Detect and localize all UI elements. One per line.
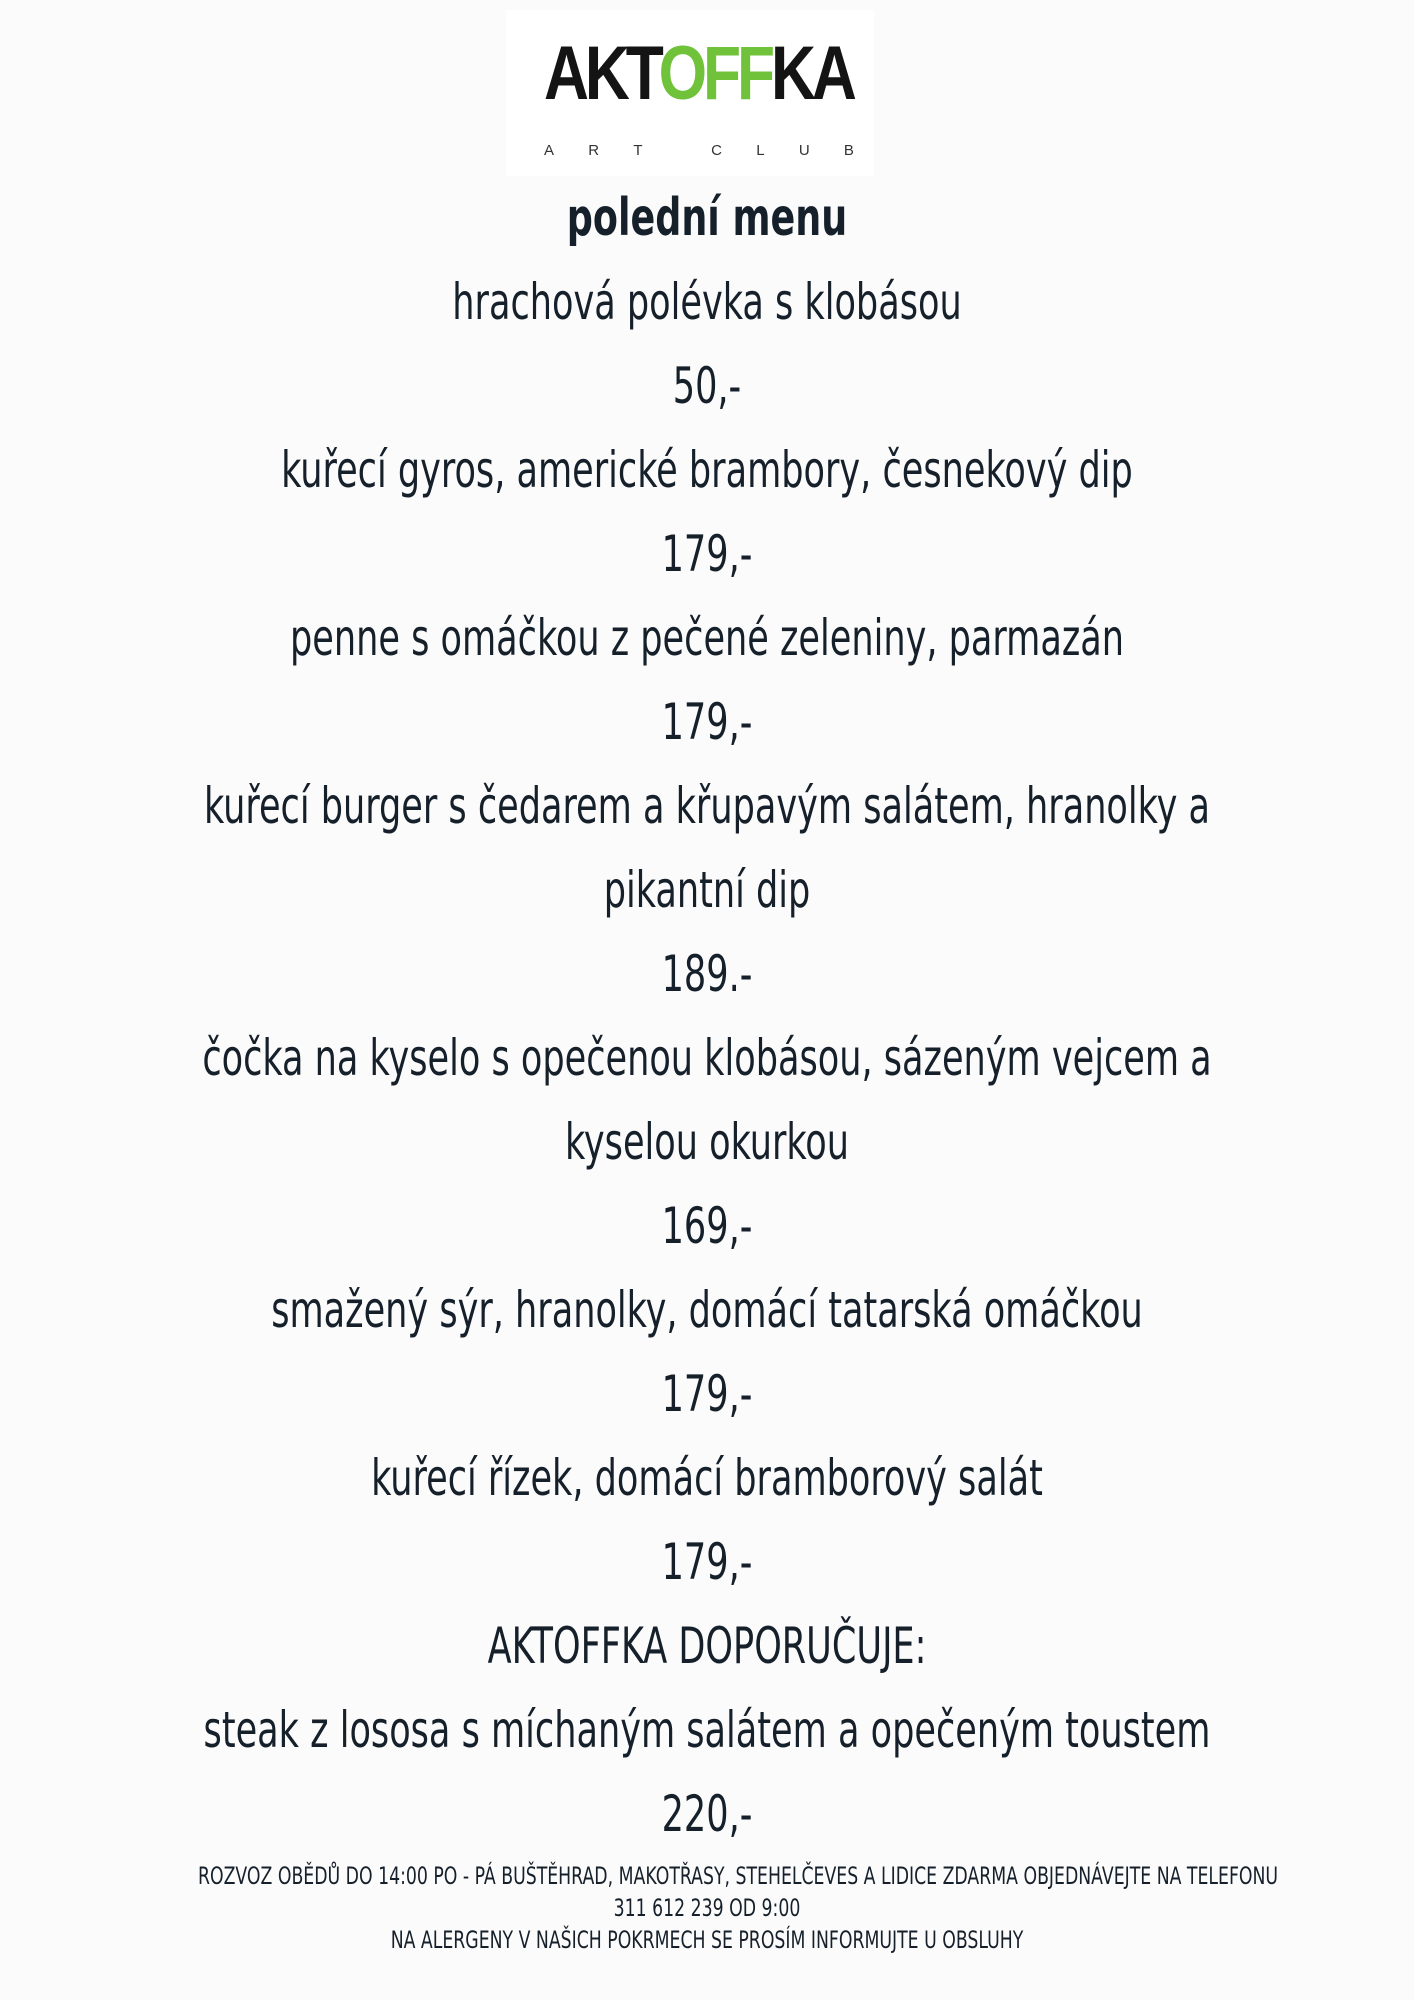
menu-line: steak z lososa s míchaným salátem a opečeným toustem <box>203 1701 1211 1759</box>
logo-subtitle <box>544 142 854 159</box>
menu-content <box>0 176 1414 1856</box>
menu-line: penne s omáčkou z pečené zeleniny, parmazán <box>290 609 1124 667</box>
recommendation-heading: AKTOFFKA DOPORUČUJE: <box>487 1617 927 1675</box>
menu-heading: polední menu <box>566 188 848 248</box>
logo-wordmark <box>544 31 853 116</box>
logo <box>506 10 874 176</box>
menu-price: 179,- <box>661 525 753 583</box>
menu-line: hrachová polévka s klobásou <box>452 273 962 331</box>
menu-price: 169,- <box>661 1197 753 1255</box>
menu-line: čočka na kyselo s opečenou klobásou, sázeným vejcem a <box>202 1029 1212 1087</box>
menu-line: kuřecí gyros, americké brambory, česnekový dip <box>281 441 1133 499</box>
menu-line: smažený sýr, hranolky, domácí tatarská omáčkou <box>271 1281 1143 1339</box>
menu-line: kuřecí burger s čedarem a křupavým salátem, hranolky a <box>204 777 1210 835</box>
menu-price: 220,- <box>661 1785 753 1843</box>
menu-price: 189.- <box>661 945 753 1003</box>
footer-phone: 311 612 239 OD 9:00 <box>613 1894 801 1922</box>
logo-word-green: OFF <box>658 31 771 116</box>
menu-price: 50,- <box>672 357 742 415</box>
menu-line: kyselou okurkou <box>564 1113 850 1171</box>
logo-sub-letter: B <box>843 142 854 159</box>
logo-sub-letter: U <box>798 142 810 159</box>
logo-sub-letter: C <box>711 142 722 159</box>
footer-delivery: ROZVOZ OBĚDŮ DO 14:00 PO - PÁ BUŠTĚHRAD, MAKOTŘASY, STEHELČEVES A LIDICE ZDARMA OBJEDNÁVEJTE NA TELEFONU <box>197 1862 1279 1890</box>
logo-sub-letter: T <box>633 142 643 159</box>
menu-price: 179,- <box>661 1533 753 1591</box>
logo-sub-letter: R <box>588 142 600 159</box>
logo-sub-letter: A <box>544 142 555 159</box>
logo-word-left: AKT <box>544 31 659 116</box>
footer-allergens: NA ALERGENY V NAŠICH POKRMECH SE PROSÍM INFORMUJTE U OBSLUHY <box>390 1926 1024 1954</box>
menu-line: pikantní dip <box>603 861 811 919</box>
menu-price: 179,- <box>661 1365 753 1423</box>
logo-sub-letter: L <box>756 142 765 159</box>
menu-price: 179,- <box>661 693 753 751</box>
footer-note <box>0 1860 1414 1956</box>
menu-line: kuřecí řízek, domácí bramborový salát <box>371 1449 1043 1507</box>
logo-word-right: KA <box>770 31 853 116</box>
